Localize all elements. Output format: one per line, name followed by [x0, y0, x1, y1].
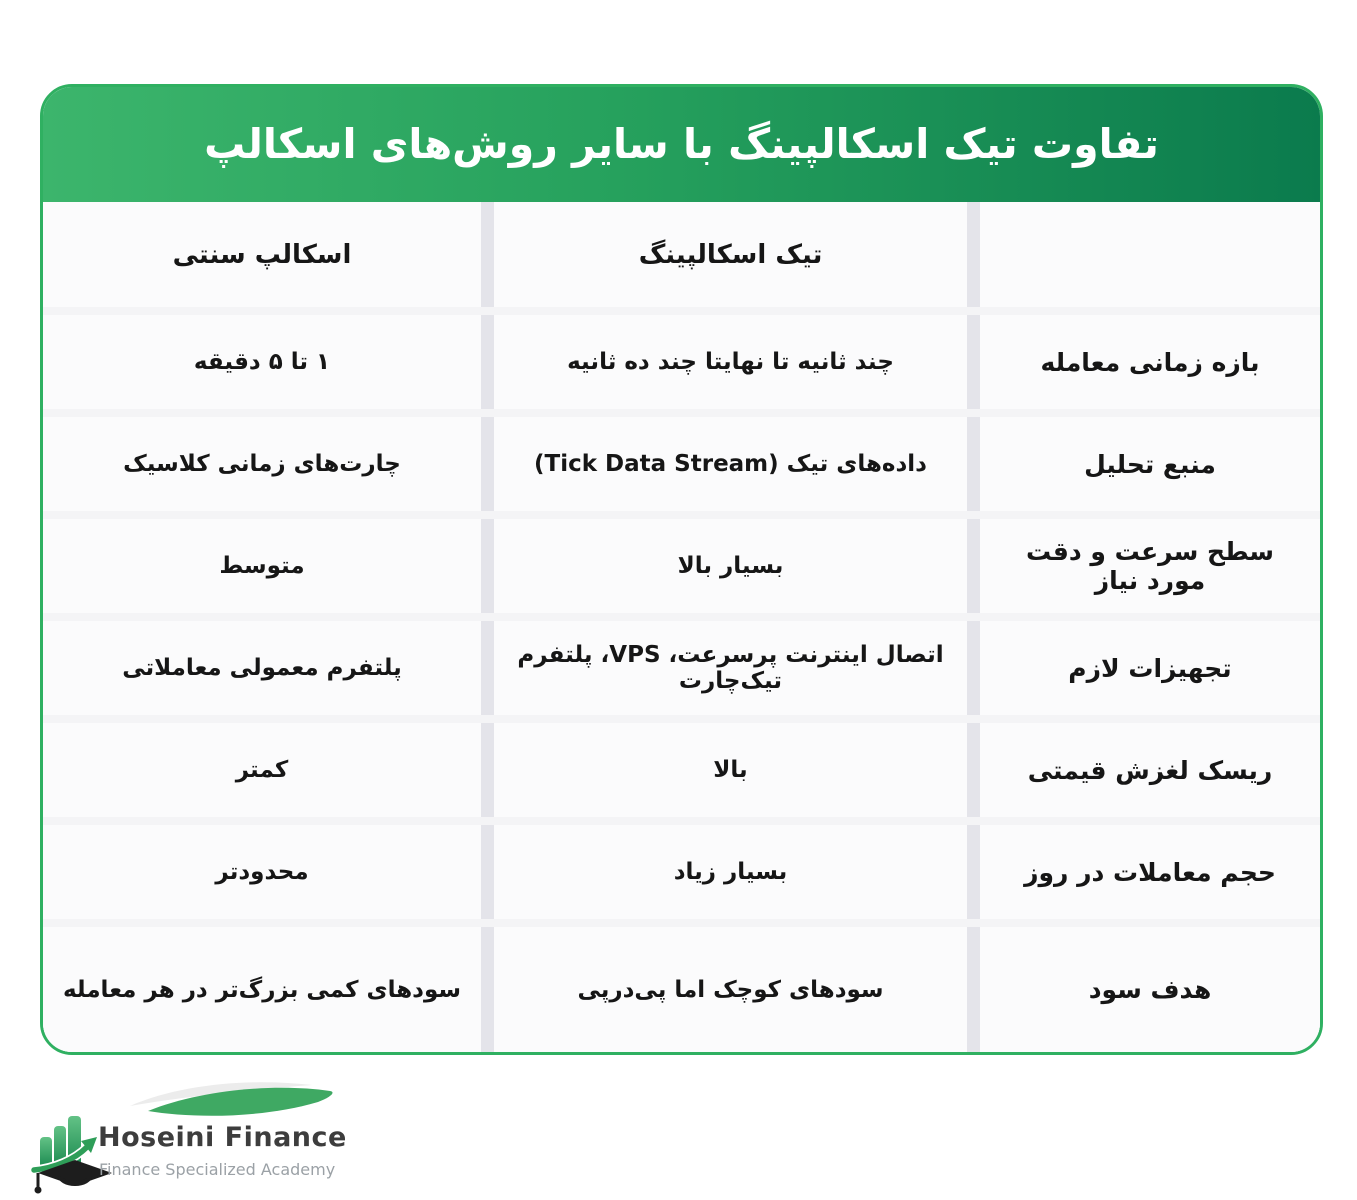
table-row: [43, 519, 1320, 613]
leaf-icon: [130, 1082, 333, 1116]
row-label: منبع تحلیل: [980, 417, 1320, 511]
row-label: بازه زمانی معامله: [980, 315, 1320, 409]
cell-traditional: ۱ تا ۵ دقیقه: [43, 315, 481, 409]
cell-tick: بالا: [494, 723, 967, 817]
cell-tick: سودهای کوچک اما پی‌درپی: [494, 927, 967, 1052]
cell-tick: بسیار زیاد: [494, 825, 967, 919]
cell-traditional: کمتر: [43, 723, 481, 817]
table-row: [43, 927, 1320, 1052]
cell-traditional: چارت‌های زمانی کلاسیک: [43, 417, 481, 511]
table-row: [43, 723, 1320, 817]
table-row: [43, 621, 1320, 715]
comparison-card: [40, 84, 1323, 1055]
comparison-table: [43, 202, 1320, 1052]
table-row: [43, 417, 1320, 511]
brand-tagline: Finance Specialized Academy: [99, 1160, 336, 1179]
cell-tick: بسیار بالا: [494, 519, 967, 613]
page-title: تفاوت تیک اسکالپینگ با سایر روش‌های اسکالپ: [204, 120, 1159, 168]
brand-name: Hoseini Finance: [98, 1122, 347, 1153]
cell-tick: داده‌های تیک (Tick Data Stream): [494, 417, 967, 511]
table-row: [43, 825, 1320, 919]
table-header-row: [43, 202, 1320, 307]
cell-traditional: سودهای کمی بزرگ‌تر در هر معامله: [43, 927, 481, 1052]
column-header-tick: تیک اسکالپینگ: [494, 202, 967, 307]
row-label: هدف سود: [980, 927, 1320, 1052]
cell-tick: اتصال اینترنت پرسرعت، VPS، پلتفرم تیک‌چارت: [494, 621, 967, 715]
header-banner: [43, 87, 1320, 202]
table-row: [43, 315, 1320, 409]
cell-traditional: متوسط: [43, 519, 481, 613]
cell-traditional: محدودتر: [43, 825, 481, 919]
row-label: تجهیزات لازم: [980, 621, 1320, 715]
row-label: ریسک لغزش قیمتی: [980, 723, 1320, 817]
row-label: سطح سرعت و دقت مورد نیاز: [980, 519, 1320, 613]
cell-tick: چند ثانیه تا نهایتا چند ده ثانیه: [494, 315, 967, 409]
column-header-traditional: اسکالپ سنتی: [43, 202, 481, 307]
cell-traditional: پلتفرم معمولی معاملاتی: [43, 621, 481, 715]
column-header-spacer: [980, 202, 1320, 307]
row-label: حجم معاملات در روز: [980, 825, 1320, 919]
